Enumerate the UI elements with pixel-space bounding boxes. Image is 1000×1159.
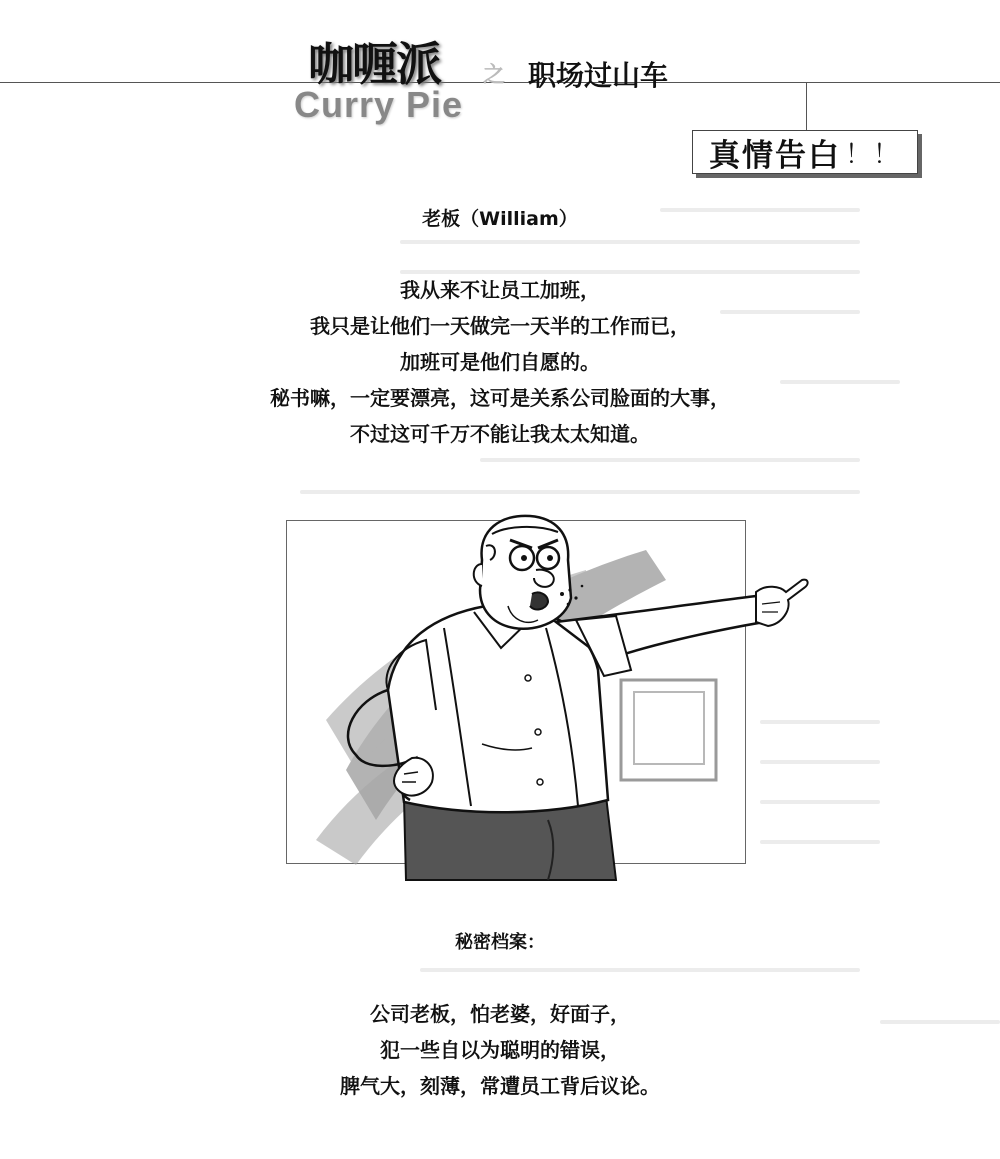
quote-line: 秘书嘛，一定要漂亮，这可是关系公司脸面的大事， — [270, 386, 730, 410]
header-vertical-rule — [806, 82, 807, 130]
secret-file-line: 公司老板，怕老婆，好面子， — [370, 1002, 630, 1026]
quote-line: 加班可是他们自愿的。 — [400, 350, 600, 374]
quote-line: 我只是让他们一天做完一天半的工作而已， — [310, 314, 690, 338]
boss-cartoon-icon — [286, 520, 806, 880]
section-badge — [692, 130, 918, 174]
quote-line: 不过这可千万不能让我太太知道。 — [350, 422, 650, 446]
section-badge-label: 真情告白 — [708, 137, 841, 174]
quote-block — [0, 272, 1000, 452]
secret-file-line: 脾气大，刻薄，常遭员工背后议论。 — [340, 1074, 660, 1098]
column-subtitle: 职场过山车 — [528, 59, 669, 92]
secret-file-title: 秘密档案： — [455, 932, 545, 953]
secret-file-body — [0, 996, 1000, 1104]
column-title: 咖喱派 — [308, 37, 440, 91]
column-title-connector: 之 — [483, 63, 506, 88]
boss-illustration — [286, 520, 746, 864]
quote-line: 我从来不让员工加班， — [400, 278, 600, 302]
secret-file-line: 犯一些自以为聪明的错误， — [380, 1038, 620, 1062]
section-badge-exclaim: ！！ — [844, 139, 901, 170]
column-title-english: Curry Pie — [294, 84, 464, 125]
speaker-heading: 老板（William） — [422, 208, 578, 230]
